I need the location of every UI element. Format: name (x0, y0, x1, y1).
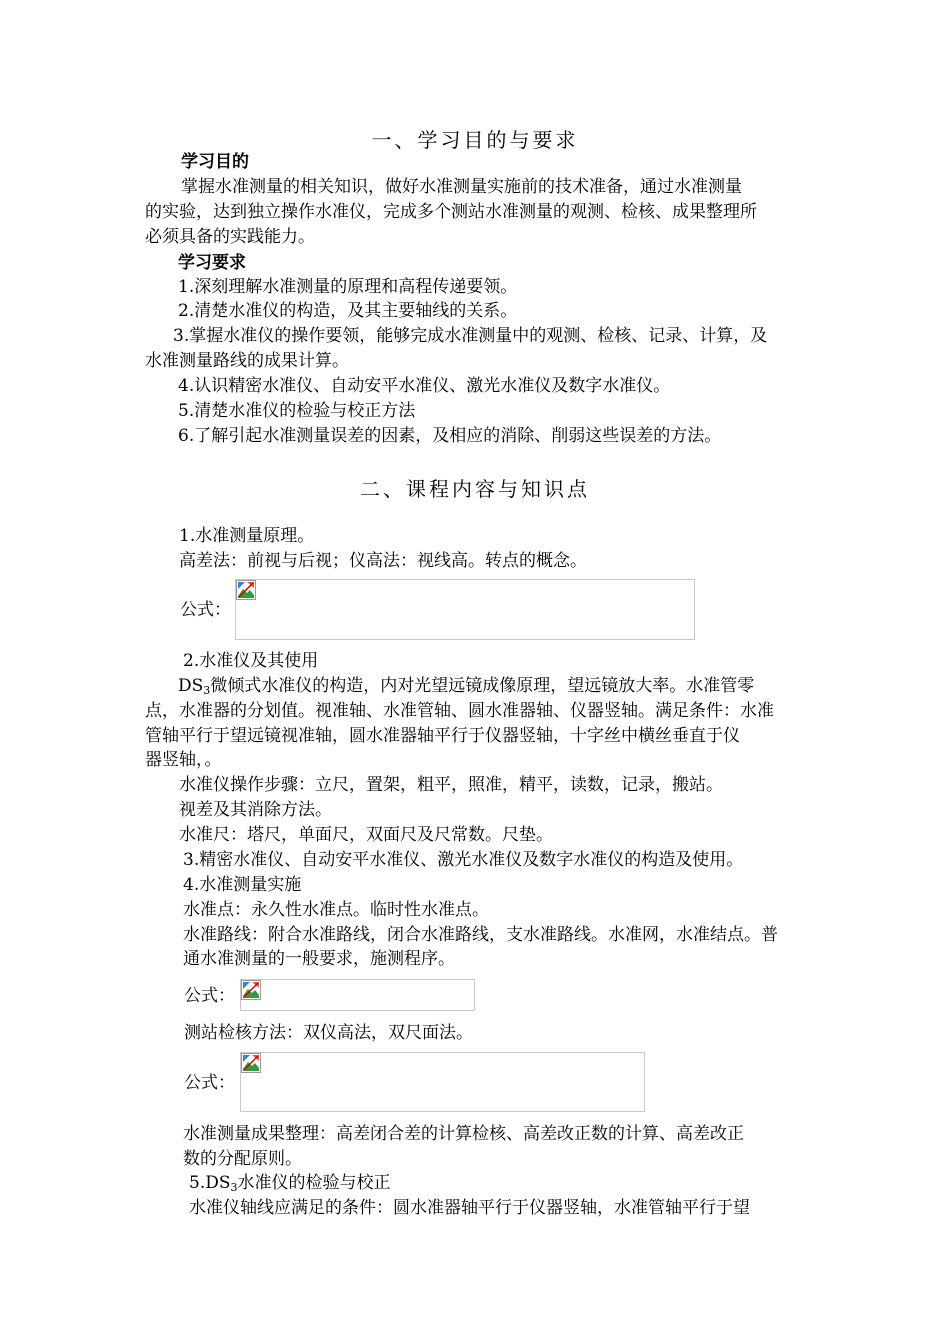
item4-benchmark: 水准点：永久性水准点。临时性水准点。 (183, 900, 489, 920)
formula-image-1 (235, 579, 695, 640)
broken-image-icon (241, 1053, 261, 1073)
formula-image-2 (240, 979, 475, 1011)
formula-image-3 (240, 1052, 645, 1112)
req-line-3: 3.掌握水准仪的操作要领，能够完成水准测量中的观测、检核、记录、计算，及 (173, 326, 768, 346)
req-line-4: 水准测量路线的成果计算。 (145, 351, 349, 371)
formula-label-2: 公式： (184, 986, 235, 1006)
req-line-6: 5.清楚水准仪的检验与校正方法 (178, 401, 416, 421)
formula-label-1: 公式： (180, 600, 231, 620)
purpose-line-3: 必须具备的实践能力。 (145, 227, 315, 247)
req-line-2: 2.清楚水准仪的构造，及其主要轴线的关系。 (178, 301, 518, 321)
item4-check: 测站检核方法：双仪高法，双尺面法。 (184, 1023, 473, 1043)
item1-line: 高差法：前视与后视；仪高法：视线高。转点的概念。 (179, 551, 587, 571)
item4-route-2: 通水准测量的一般要求，施测程序。 (183, 949, 455, 969)
formula-label-3: 公式： (184, 1073, 235, 1093)
req-line-5: 4.认识精密水准仪、自动安平水准仪、激光水准仪及数字水准仪。 (178, 376, 671, 396)
ds-label: DS (178, 676, 204, 696)
section-title-1: 一、学习目的与要求 (371, 128, 579, 152)
req-line-1: 1.深刻理解水准测量的原理和高程传递要领。 (178, 277, 518, 297)
purpose-heading: 学习目的 (181, 152, 249, 172)
item2-parallax: 视差及其消除方法。 (179, 800, 332, 820)
item2-ops: 水准仪操作步骤：立尺，置架，粗平，照准，精平，读数，记录，搬站。 (179, 775, 723, 795)
item4-result-2: 数的分配原则。 (183, 1149, 302, 1169)
item2-line-3: 管轴平行于望远镜视准轴，圆水准器轴平行于仪器竖轴，十字丝中横丝垂直于仪 (145, 726, 740, 746)
item2-heading: 2.水准仪及其使用 (183, 651, 319, 671)
item3-heading: 3.精密水准仪、自动安平水准仪、激光水准仪及数字水准仪的构造及使用。 (183, 850, 744, 870)
item2-rod: 水准尺：塔尺，单面尺，双面尺及尺常数。尺垫。 (179, 825, 553, 845)
item2-line-2: 点，水准器的分划值。视准轴、水准管轴、圆水准器轴、仪器竖轴。满足条件：水准 (145, 701, 774, 721)
purpose-line-1: 掌握水准测量的相关知识，做好水准测量实施前的技术准备，通过水准测量 (181, 177, 742, 197)
section-title-2: 二、课程内容与知识点 (360, 477, 590, 501)
item4-route-1: 水准路线：附合水准路线，闭合水准路线，支水准路线。水准网，水准结点。普 (183, 925, 778, 945)
item4-heading: 4.水准测量实施 (183, 875, 302, 895)
item5-line: 水准仪轴线应满足的条件：圆水准器轴平行于仪器竖轴，水准管轴平行于望 (189, 1198, 750, 1218)
item5-rest: 水准仪的检验与校正 (237, 1173, 391, 1193)
purpose-line-2: 的实验，达到独立操作水准仪，完成多个测站水准测量的观测、检核、成果整理所 (145, 202, 757, 222)
item2-line-1-text: 微倾式水准仪的构造，内对光望远镜成像原理，望远镜放大率。水准管零 (210, 676, 755, 696)
broken-image-icon (241, 980, 261, 1000)
item5-subscript: 3 (230, 1181, 238, 1194)
item1-heading: 1.水准测量原理。 (179, 526, 315, 546)
item4-result-1: 水准测量成果整理：高差闭合差的计算检核、高差改正数的计算、高差改正 (183, 1124, 744, 1144)
item5-prefix: 5.DS (189, 1173, 231, 1193)
broken-image-icon (236, 580, 256, 600)
req-heading: 学习要求 (178, 253, 246, 273)
req-line-7: 6.了解引起水准测量误差的因素，及相应的消除、削弱这些误差的方法。 (178, 426, 722, 446)
ds-subscript: 3 (203, 684, 211, 697)
item2-line-4: 器竖轴，。 (145, 750, 222, 770)
